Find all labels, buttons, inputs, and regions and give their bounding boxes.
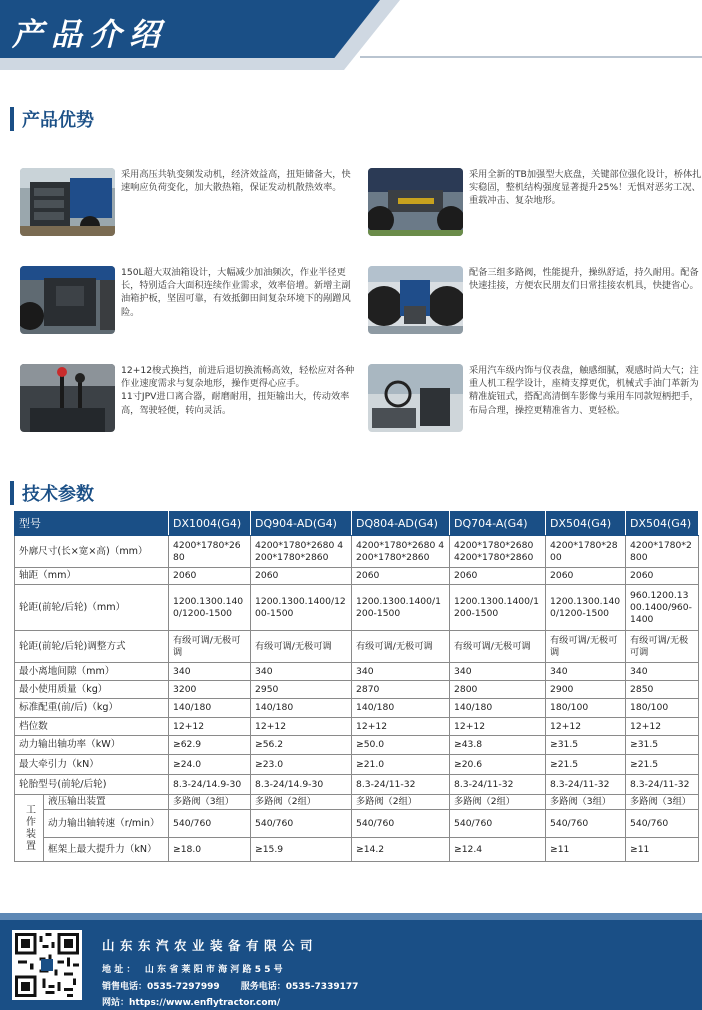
column-header-model-name: DQ804-AD(G4) xyxy=(352,512,450,536)
table-cell: 4200*1780*2800 xyxy=(546,536,626,568)
table-cell: 1200.1300.1400/1200-1500 xyxy=(352,585,450,631)
row-label: 框架上最大提升力（kN） xyxy=(44,838,169,862)
row-label: 轮距(前轮/后轮)（mm） xyxy=(15,585,169,631)
table-cell: 12+12 xyxy=(169,718,251,736)
table-row xyxy=(15,699,699,718)
table-cell: ≥11 xyxy=(546,838,626,862)
table-cell: ≥43.8 xyxy=(450,736,546,755)
table-cell: 1200.1300.1400/1200-1500 xyxy=(450,585,546,631)
row-label: 动力输出轴功率（kW） xyxy=(15,736,169,755)
table-cell: 540/760 xyxy=(546,810,626,838)
table-cell: 2060 xyxy=(626,568,699,585)
column-header-model-name: DQ904-AD(G4) xyxy=(251,512,352,536)
table-cell: 340 xyxy=(251,663,352,681)
banner-divider xyxy=(360,56,702,58)
table-cell: ≥15.9 xyxy=(251,838,352,862)
table-row xyxy=(15,775,699,795)
row-label: 动力输出轴转速（r/min） xyxy=(44,810,169,838)
table-cell: ≥31.5 xyxy=(626,736,699,755)
row-label: 标准配重(前/后)（kg） xyxy=(15,699,169,718)
table-cell: 2060 xyxy=(169,568,251,585)
table-cell: ≥31.5 xyxy=(546,736,626,755)
table-cell: 340 xyxy=(169,663,251,681)
table-cell: 有级可调/无极可调 xyxy=(546,631,626,663)
table-cell: ≥21.5 xyxy=(546,755,626,775)
table-cell: 540/760 xyxy=(450,810,546,838)
table-cell: 540/760 xyxy=(169,810,251,838)
sales-phone: 销售电话：0535-7297999 xyxy=(102,982,220,992)
table-cell: 140/180 xyxy=(450,699,546,718)
table-cell: 8.3-24/11-32 xyxy=(546,775,626,795)
table-cell: 多路阀（3组） xyxy=(169,795,251,810)
table-cell: 1200.1300.1400/1200-1500 xyxy=(251,585,352,631)
table-cell: 2950 xyxy=(251,681,352,699)
row-label: 外廓尺寸(长×宽×高)（mm） xyxy=(15,536,169,568)
table-cell: 1200.1300.1400/1200-1500 xyxy=(546,585,626,631)
table-cell: 有级可调/无极可调 xyxy=(450,631,546,663)
table-cell: 多路阀（3组） xyxy=(546,795,626,810)
table-cell: 2900 xyxy=(546,681,626,699)
company-name: 山东东汽农业装备有限公司 xyxy=(102,938,319,953)
advantage-fuel-tank xyxy=(20,266,355,338)
column-header-model-name: DX504(G4) xyxy=(626,512,699,536)
table-cell: 有级可调/无极可调 xyxy=(352,631,450,663)
table-row xyxy=(15,631,699,663)
table-cell: 12+12 xyxy=(546,718,626,736)
service-phone: 服务电话：0535-7339177 xyxy=(240,982,359,992)
header-banner xyxy=(0,0,702,70)
table-cell: 12+12 xyxy=(626,718,699,736)
footer-stripe xyxy=(0,913,702,920)
section-marker xyxy=(10,107,14,131)
table-row xyxy=(15,585,699,631)
advantage-cab xyxy=(368,364,702,436)
advantage-text: 采用汽车级内饰与仪表盘，触感细腻，观感时尚大气；注重人机工程学设计，座椅支撑更优，机械式手油门革新为精准旋钮式，搭配高清倒车影像与乘用车同款短柄把手，布局合理，操控更精准省力、更轻松。 xyxy=(469,365,699,416)
table-cell: 540/760 xyxy=(251,810,352,838)
chassis-photo xyxy=(368,168,463,236)
table-cell: 8.3-24/14.9-30 xyxy=(251,775,352,795)
table-cell: 340 xyxy=(450,663,546,681)
table-cell: 2800 xyxy=(450,681,546,699)
table-cell: 140/180 xyxy=(352,699,450,718)
table-cell: 4200*1780*2800 xyxy=(626,536,699,568)
table-cell: 多路阀（2组） xyxy=(352,795,450,810)
advantage-text: 配备三组多路阀，性能提升，操纵舒适，持久耐用。配备快速挂接，方便农民朋友们日常挂接农机具，快捷省心。 xyxy=(469,267,699,292)
advantage-gearbox xyxy=(20,364,355,436)
advantage-text: 采用高压共轨变频发动机，经济效益高，扭矩储备大，快速响应负荷变化，加大散热箱，保证发动机散热效率。 xyxy=(121,169,351,194)
table-cell: 8.3-24/11-32 xyxy=(626,775,699,795)
advantage-engine xyxy=(20,168,355,240)
table-cell: 2060 xyxy=(546,568,626,585)
row-label: 液压输出装置 xyxy=(44,795,169,810)
table-cell: ≥24.0 xyxy=(169,755,251,775)
column-header-model: 型号 xyxy=(15,512,169,536)
table-cell: 1200.1300.1400/1200-1500 xyxy=(169,585,251,631)
section-heading-specs xyxy=(10,478,94,508)
table-cell: 2870 xyxy=(352,681,450,699)
table-cell: 有级可调/无极可调 xyxy=(169,631,251,663)
table-cell: 8.3-24/11-32 xyxy=(450,775,546,795)
table-cell: 960.1200.1300.1400/960-1400 xyxy=(626,585,699,631)
table-cell: 340 xyxy=(352,663,450,681)
row-label: 最小使用质量（kg） xyxy=(15,681,169,699)
table-cell: 540/760 xyxy=(626,810,699,838)
table-cell: ≥14.2 xyxy=(352,838,450,862)
table-cell: 2850 xyxy=(626,681,699,699)
table-row xyxy=(15,736,699,755)
table-cell: ≥18.0 xyxy=(169,838,251,862)
table-row xyxy=(15,838,699,862)
section-heading-advantages xyxy=(10,104,94,134)
column-header-model-name: DX1004(G4) xyxy=(169,512,251,536)
row-label: 档位数 xyxy=(15,718,169,736)
table-row xyxy=(15,536,699,568)
table-row xyxy=(15,755,699,775)
table-cell: 8.3-24/11-32 xyxy=(352,775,450,795)
table-cell: ≥62.9 xyxy=(169,736,251,755)
table-cell: 12+12 xyxy=(352,718,450,736)
table-row xyxy=(15,795,699,810)
section-marker xyxy=(10,481,14,505)
rear-hitch-photo xyxy=(368,266,463,334)
row-label: 轮胎型号(前轮/后轮) xyxy=(15,775,169,795)
table-cell: 3200 xyxy=(169,681,251,699)
table-cell: 多路阀（2组） xyxy=(450,795,546,810)
group-label: 工作装置 xyxy=(15,795,44,862)
table-cell: 140/180 xyxy=(251,699,352,718)
table-cell: 4200*1780*2680 4200*1780*2860 xyxy=(450,536,546,568)
section-title: 产品优势 xyxy=(22,110,94,131)
website-link[interactable]: 网站：https://www.enflytractor.com/ xyxy=(102,998,281,1008)
advantage-text: 采用全新的TB加强型大底盘，关键部位强化设计，桥体扎实稳固，整机结构强度显著提升25%！无惧对恶劣工况、重载冲击、复杂地形。 xyxy=(469,169,702,207)
table-cell: 340 xyxy=(626,663,699,681)
table-cell: 180/100 xyxy=(626,699,699,718)
table-row xyxy=(15,810,699,838)
advantage-text: 150L超大双油箱设计，大幅减少加油频次，作业半径更长，特别适合大面积连续作业需求，效率倍增。新增主副油箱护板，坚固可靠，有效抵御田间复杂环境下的剐蹭风险。 xyxy=(121,267,351,318)
advantage-text-line: 12+12梭式换挡，前进后退切换流畅高效，轻松应对各种作业速度需求与复杂地形，操作更得心应手。 xyxy=(121,365,355,390)
table-cell: 多路阀（2组） xyxy=(251,795,352,810)
table-cell: ≥23.0 xyxy=(251,755,352,775)
column-header-model-name: DQ704-A(G4) xyxy=(450,512,546,536)
table-cell: ≥56.2 xyxy=(251,736,352,755)
table-row xyxy=(15,681,699,699)
table-cell: 有级可调/无极可调 xyxy=(251,631,352,663)
table-cell: 12+12 xyxy=(251,718,352,736)
row-label: 轴距（mm） xyxy=(15,568,169,585)
cab-interior-photo xyxy=(368,364,463,432)
table-cell: ≥12.4 xyxy=(450,838,546,862)
page-title: 产品介绍 xyxy=(12,17,168,53)
table-cell: 有级可调/无极可调 xyxy=(626,631,699,663)
row-label: 轮距(前轮/后轮)调整方式 xyxy=(15,631,169,663)
table-cell: 4200*1780*2680 4200*1780*2860 xyxy=(352,536,450,568)
table-cell: 2060 xyxy=(352,568,450,585)
company-address: 地址： 山东省莱阳市海河路55号 xyxy=(102,965,286,975)
table-cell: 180/100 xyxy=(546,699,626,718)
table-cell: 4200*1780*2680 4200*1780*2860 xyxy=(251,536,352,568)
table-header-row xyxy=(15,512,699,536)
engine-photo xyxy=(20,168,115,236)
table-cell: 12+12 xyxy=(450,718,546,736)
table-cell: 140/180 xyxy=(169,699,251,718)
advantage-hydraulics xyxy=(368,266,702,338)
section-title: 技术参数 xyxy=(22,484,94,505)
table-cell: 8.3-24/14.9-30 xyxy=(169,775,251,795)
spec-table xyxy=(14,511,699,862)
advantage-chassis xyxy=(368,168,702,240)
table-cell: 2060 xyxy=(251,568,352,585)
table-cell: 多路阀（3组） xyxy=(626,795,699,810)
table-row xyxy=(15,718,699,736)
row-label: 最大牵引力（kN） xyxy=(15,755,169,775)
table-cell: 4200*1780*2680 xyxy=(169,536,251,568)
table-cell: ≥21.5 xyxy=(626,755,699,775)
contact-phones xyxy=(102,979,360,992)
table-cell: 2060 xyxy=(450,568,546,585)
column-header-model-name: DX504(G4) xyxy=(546,512,626,536)
gear-lever-photo xyxy=(20,364,115,432)
qr-code[interactable] xyxy=(12,930,82,1000)
table-row xyxy=(15,568,699,585)
advantage-text-line: 11寸JPV进口离合器，耐磨耐用，扭矩输出大，传动效率高，驾驶轻便，转向灵活。 xyxy=(121,391,350,416)
table-cell: ≥50.0 xyxy=(352,736,450,755)
fuel-tank-photo xyxy=(20,266,115,334)
table-cell: ≥20.6 xyxy=(450,755,546,775)
table-cell: 540/760 xyxy=(352,810,450,838)
row-label: 最小离地间隙（mm） xyxy=(15,663,169,681)
table-cell: ≥21.0 xyxy=(352,755,450,775)
table-cell: ≥11 xyxy=(626,838,699,862)
table-row xyxy=(15,663,699,681)
advantage-text xyxy=(121,364,359,417)
table-cell: 340 xyxy=(546,663,626,681)
